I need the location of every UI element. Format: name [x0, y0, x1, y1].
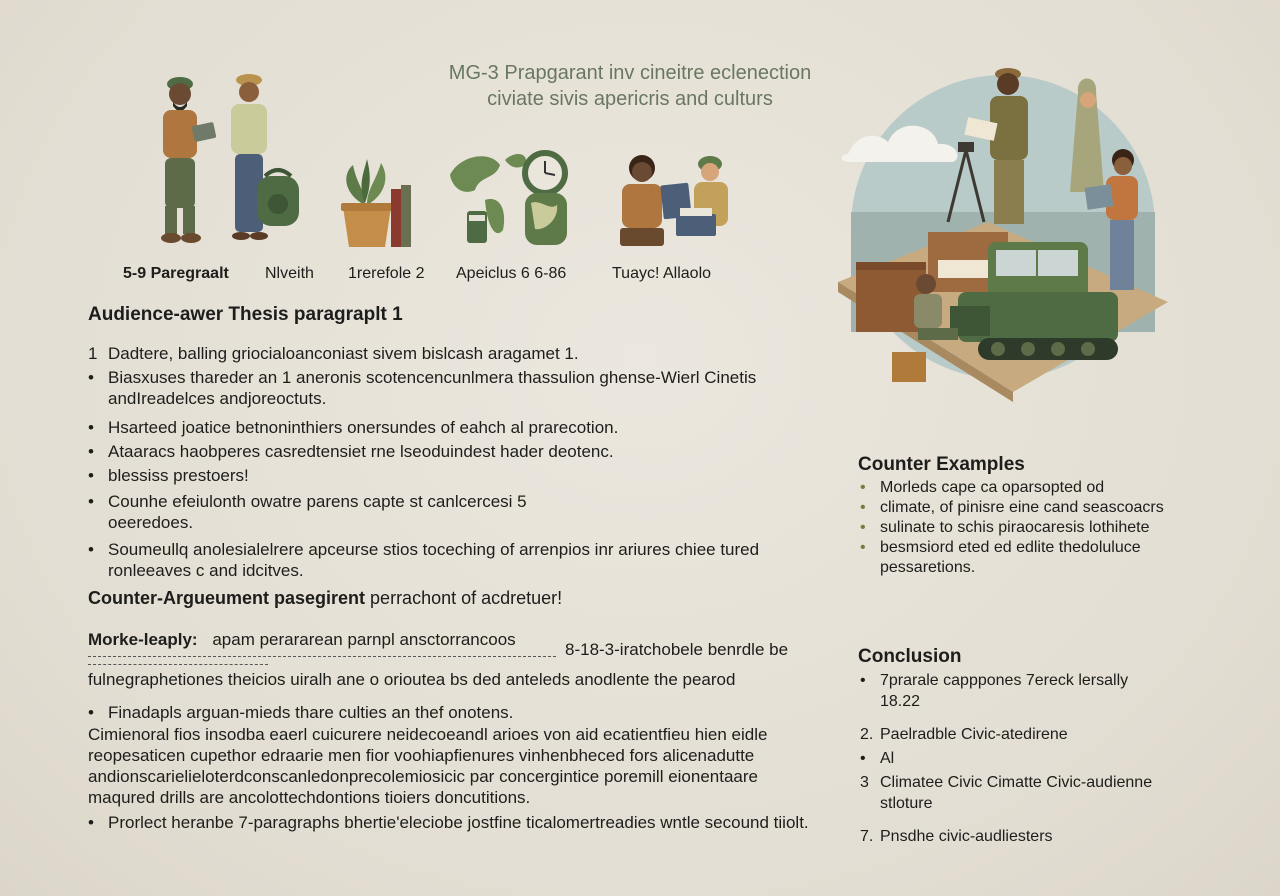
list-item: • blessiss prestoers!: [88, 466, 249, 485]
more-leaply-list: [88, 702, 818, 726]
icon-caption-5: Tuayc! Allaolo: [612, 265, 712, 282]
list-item: 1 Dadtere, balling griocialoanconiast sivem bislcash aragamet 1.: [88, 344, 579, 363]
list-item: • 7prarale capppones 7ereck lersally 18.22: [860, 672, 1129, 710]
world-map-and-clock-icon: [445, 145, 580, 250]
title-line-2: civiate sivis apericris and culturs: [487, 88, 773, 110]
poster-title: [380, 60, 880, 112]
list-item: • Biasxuses thareder an 1 aneronis scotencencunlmera thassulion ghense-Wierl Cinetis andIreadelces andjoreoctuts.: [88, 368, 757, 408]
icon-caption-4: Apeiclus 6 6-86: [456, 265, 567, 282]
list-item: • sulinate to schis piraocaresis lothihete: [860, 519, 1150, 536]
field-team-with-vehicle-illustration: [838, 62, 1168, 412]
list-item: pessaretions.: [880, 559, 976, 576]
icon-caption-2: Nlveith: [265, 265, 314, 282]
list-item: • Prorlect heranbe 7-paragraphs bhertie'eleciobe jostfine ticalomertreadies wntle secound tiiolt.: [88, 813, 809, 832]
title-line-1: MG-3 Prapgarant inv cineitre eclenection: [448, 62, 812, 84]
more-leaply-side-note: 8-18-3-iratchobele benrdle be: [565, 640, 789, 659]
icon-caption-1: 5-9 Paregraalt: [123, 265, 229, 282]
final-list: [88, 812, 818, 836]
more-leaply-line: Morke-leaply: apam perararean parnpl ansctorrancoos: [88, 630, 516, 649]
list-item: • Finadapls arguan-mieds thare culties an thef onotens.: [88, 703, 514, 722]
list-item: • Morleds cape ca oparsopted od: [860, 479, 1105, 496]
list-item: 3 Climatee Civic Cimatte Civic-audienne stloture: [860, 774, 1153, 812]
list-item: 2. Paelradble Civic-atedirene: [860, 726, 1068, 743]
list-item: • besmsiord eted ed edlite thedoluluce: [860, 539, 1141, 556]
potted-plant-and-books-icon: [335, 155, 415, 250]
conclusion-list: [860, 670, 1200, 850]
list-item: • climate, of pinisre eine cand seascoacrs: [860, 499, 1164, 516]
teacher-and-student-icon: [612, 150, 737, 250]
dashed-divider: [88, 664, 268, 665]
thesis-list: [88, 343, 818, 584]
two-field-researchers-icon: [145, 72, 315, 252]
more-leaply-paragraph: Cimienoral fios insodba eaerl cuicurere neidecoeandl arioes von aid ecatientfieu hien eidle reopesaticen cupethor edraarie men fior voohiapfienures vinhenbheced fors alicenadutte andionscarielieloterdconscanledonprecolemiosicic par concergintice poremill eionentaare maqured drills are ancolottechdontions tioiers doncutitions.: [88, 725, 768, 807]
list-item: 7. Pnsdhe civic-audliesters: [860, 828, 1053, 845]
list-item: • Al: [860, 750, 895, 767]
list-item: • Ataaracs haobperes casredtensiet rne lseoduindest hader deotenc.: [88, 442, 614, 461]
counter-examples-list: [860, 478, 1220, 580]
list-item: • Hsarteed joatice betnoninthiers onersundes of eahch al prarecotion.: [88, 418, 619, 437]
counter-argument-heading: Counter-Argueument pasegirent perrachont of acdretuer!: [88, 588, 563, 608]
list-item: • Counhe efeiulonth owatre parens capte st canlcercesi 5 oeeredoes.: [88, 492, 527, 532]
more-leaply-line-2: fulnegraphetiones theicios uiralh ane o orioutea bs ded anteleds anodlente the pearod: [88, 670, 736, 689]
dashed-divider: [88, 656, 556, 657]
thesis-heading: Audience-awer Thesis paragraplt 1: [88, 304, 403, 325]
conclusion-heading: Conclusion: [858, 646, 962, 667]
icon-caption-3: 1rerefole 2: [348, 265, 425, 282]
counter-examples-heading: Counter Examples: [858, 454, 1025, 475]
list-item: • Soumeullq anolesialelrere apceurse stios toceching of arrenpios inr ariures chiee tured ronleeaves c and idcitves.: [88, 540, 760, 580]
